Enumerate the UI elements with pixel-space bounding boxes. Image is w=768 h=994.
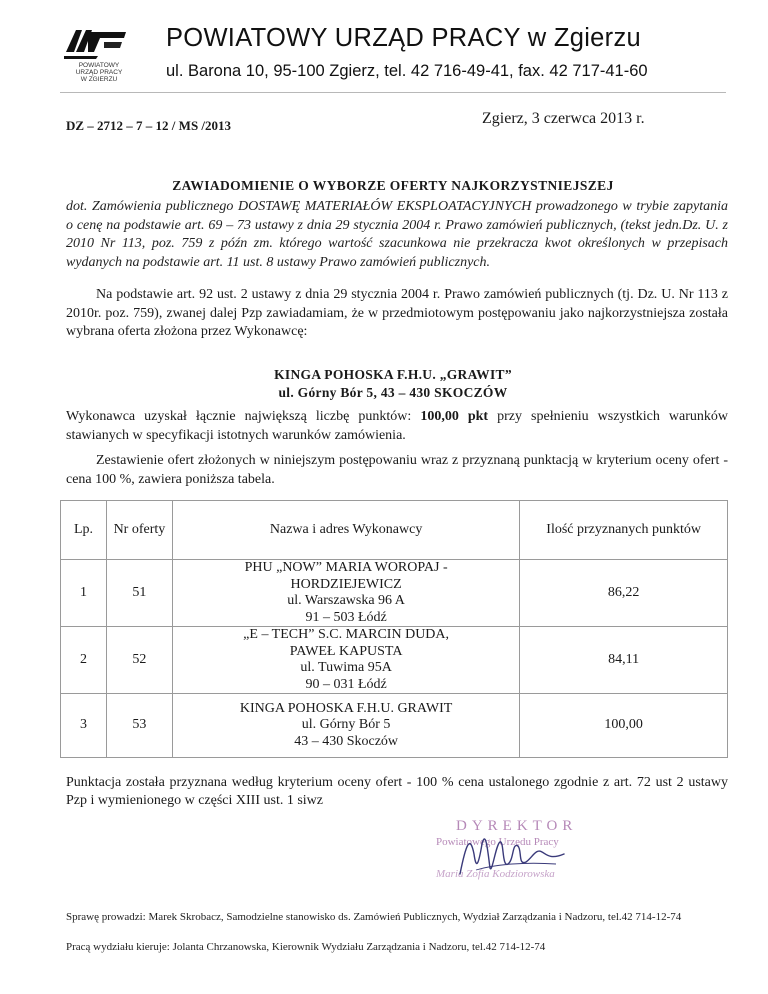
contractor-line: „E – TECH” S.C. MARCIN DUDA, (243, 627, 450, 642)
header-divider (60, 92, 726, 93)
contractor-line: ul. Tuwima 95A (300, 660, 392, 675)
contractor-line: ul. Warszawska 96 A (287, 593, 405, 608)
row-lp: 2 (61, 627, 107, 694)
row-offer-number: 52 (106, 627, 172, 694)
selected-contractor-name: KINGA POHOSKA F.H.U. „GRAWIT” (274, 367, 512, 382)
selected-contractor (60, 366, 726, 402)
row-points: 86,22 (520, 560, 728, 627)
row-points: 100,00 (520, 694, 728, 758)
footer-contact-handler: Sprawę prowadzi: Marek Skrobacz, Samodzielne stanowisko ds. Zamówień Publicznych, Wydział Zarządzania i Nadzoru, tel.42 714-12-74 (66, 911, 682, 923)
organization-name: POWIATOWY URZĄD PRACY w Zgierzu (166, 24, 641, 52)
legal-basis-paragraph: Na podstawie art. 92 ust. 2 ustawy z dnia 29 stycznia 2004 r. Prawo zamówień publicznych (tj. Dz. U. Nr 113 z 2010r. poz. 759), zwanej dalej Pzp zawiadamiam, że w przedmiotowym postępowaniu jako najkorzystniejsza została wybrana oferta złożona przez Wykonawcę: (66, 287, 728, 339)
table-intro-paragraph: Zestawienie ofert złożonych w niniejszym postępowaniu wraz z przyznaną punktacją w kryterium oceny ofert - cena 100 %, zawiera poniższa tabela. (66, 453, 728, 487)
contractor-line: HORDZIEJEWICZ (290, 576, 402, 592)
points-paragraph (66, 408, 728, 445)
subject-paragraph: dot. Zamówienia publicznego DOSTAWĘ MATERIAŁÓW EKSPLOATACYJNYCH prowadzonego w trybie zapytania o cenę na podstawie art. 69 – 73 ustawy z dnia 29 stycznia 2004 r. Prawo zamówień publicznych, (tekst jedn.Dz. U. z 2010 Nr 113, poz. 759 z późn zm. którego wartość szacunkowa nie przekracza kwot określonych w przepisach wydanych na podstawie art. 11 ust. 8 ustawy Prawo zamówień publicznych. (66, 199, 728, 270)
scoring-paragraph: Punktacja została przyznana według kryterium oceny ofert - 100 % cena ustalonego zgodnie z art. 72 ust 2 ustawy Pzp i wymienionego w części XIII ust. 1 siwz (66, 775, 728, 808)
row-contractor (172, 627, 519, 694)
logo-caption-line: W ZGIERZU (80, 76, 118, 83)
table-row (61, 627, 728, 694)
header-offer-number: Nr oferty (106, 501, 172, 560)
table-row (61, 560, 728, 627)
contractor-line: PHU „NOW” MARIA WOROPAJ - (244, 560, 448, 575)
stamp-title: DYREKTOR (456, 818, 578, 834)
contractor-line: 43 – 430 Skoczów (294, 733, 399, 749)
row-offer-number: 51 (106, 560, 172, 627)
row-points: 84,11 (520, 627, 728, 694)
contractor-line: 91 – 503 Łódź (305, 609, 387, 625)
contractor-line: ul. Górny Bór 5 (301, 717, 391, 733)
table-header-row (61, 501, 728, 560)
offers-table (60, 500, 728, 758)
stamp-office: Powiatowego Urzędu Pracy (436, 836, 559, 848)
logo-caption (58, 62, 140, 83)
stamp-name: Maria Zofia Kodziorowska (436, 868, 555, 880)
document-title: ZAWIADOMIENIE O WYBORZE OFERTY NAJKORZYSTNIEJSZEJ (172, 178, 614, 193)
row-contractor (172, 694, 519, 758)
signature-icon (456, 824, 576, 880)
logo-caption-line: POWIATOWY (78, 62, 120, 69)
office-logo (58, 22, 138, 82)
date-line: Zgierz, 3 czerwca 2013 r. (482, 110, 645, 127)
table-row (61, 694, 728, 758)
contractor-line: KINGA POHOSKA F.H.U. GRAWIT (239, 700, 453, 716)
office-logo-icon (64, 22, 134, 62)
contractor-line: PAWEŁ KAPUSTA (289, 643, 403, 659)
points-text-end: przy spełnieniu wszystkich warunków stawianych w specyfikacji istotnych warunków zamówienia. (66, 409, 729, 443)
row-contractor (172, 560, 519, 627)
row-lp: 3 (61, 694, 107, 758)
organization-address: ul. Barona 10, 95-100 Zgierz, tel. 42 716-49-41, fax. 42 717-41-60 (166, 62, 648, 80)
footer-contact-manager: Pracą wydziału kieruje: Jolanta Chrzanowska, Kierownik Wydziału Zarządzania i Nadzoru, tel.42 714-12-74 (66, 941, 546, 953)
points-text-start: Wykonawca uzyskał łącznie największą liczbę punktów: (66, 409, 421, 424)
logo-caption-line: URZĄD PRACY (75, 69, 123, 76)
header-lp: Lp. (61, 501, 107, 560)
reference-number: DZ – 2712 – 7 – 12 / MS /2013 (66, 118, 232, 133)
row-offer-number: 53 (106, 694, 172, 758)
header-points: Ilość przyznanych punktów (520, 501, 728, 560)
header-contractor: Nazwa i adres Wykonawcy (172, 501, 519, 560)
selected-contractor-address: ul. Górny Bór 5, 43 – 430 SKOCZÓW (278, 385, 508, 400)
row-lp: 1 (61, 560, 107, 627)
contractor-line: 90 – 031 Łódź (305, 676, 387, 692)
points-value: 100,00 pkt (420, 409, 489, 424)
